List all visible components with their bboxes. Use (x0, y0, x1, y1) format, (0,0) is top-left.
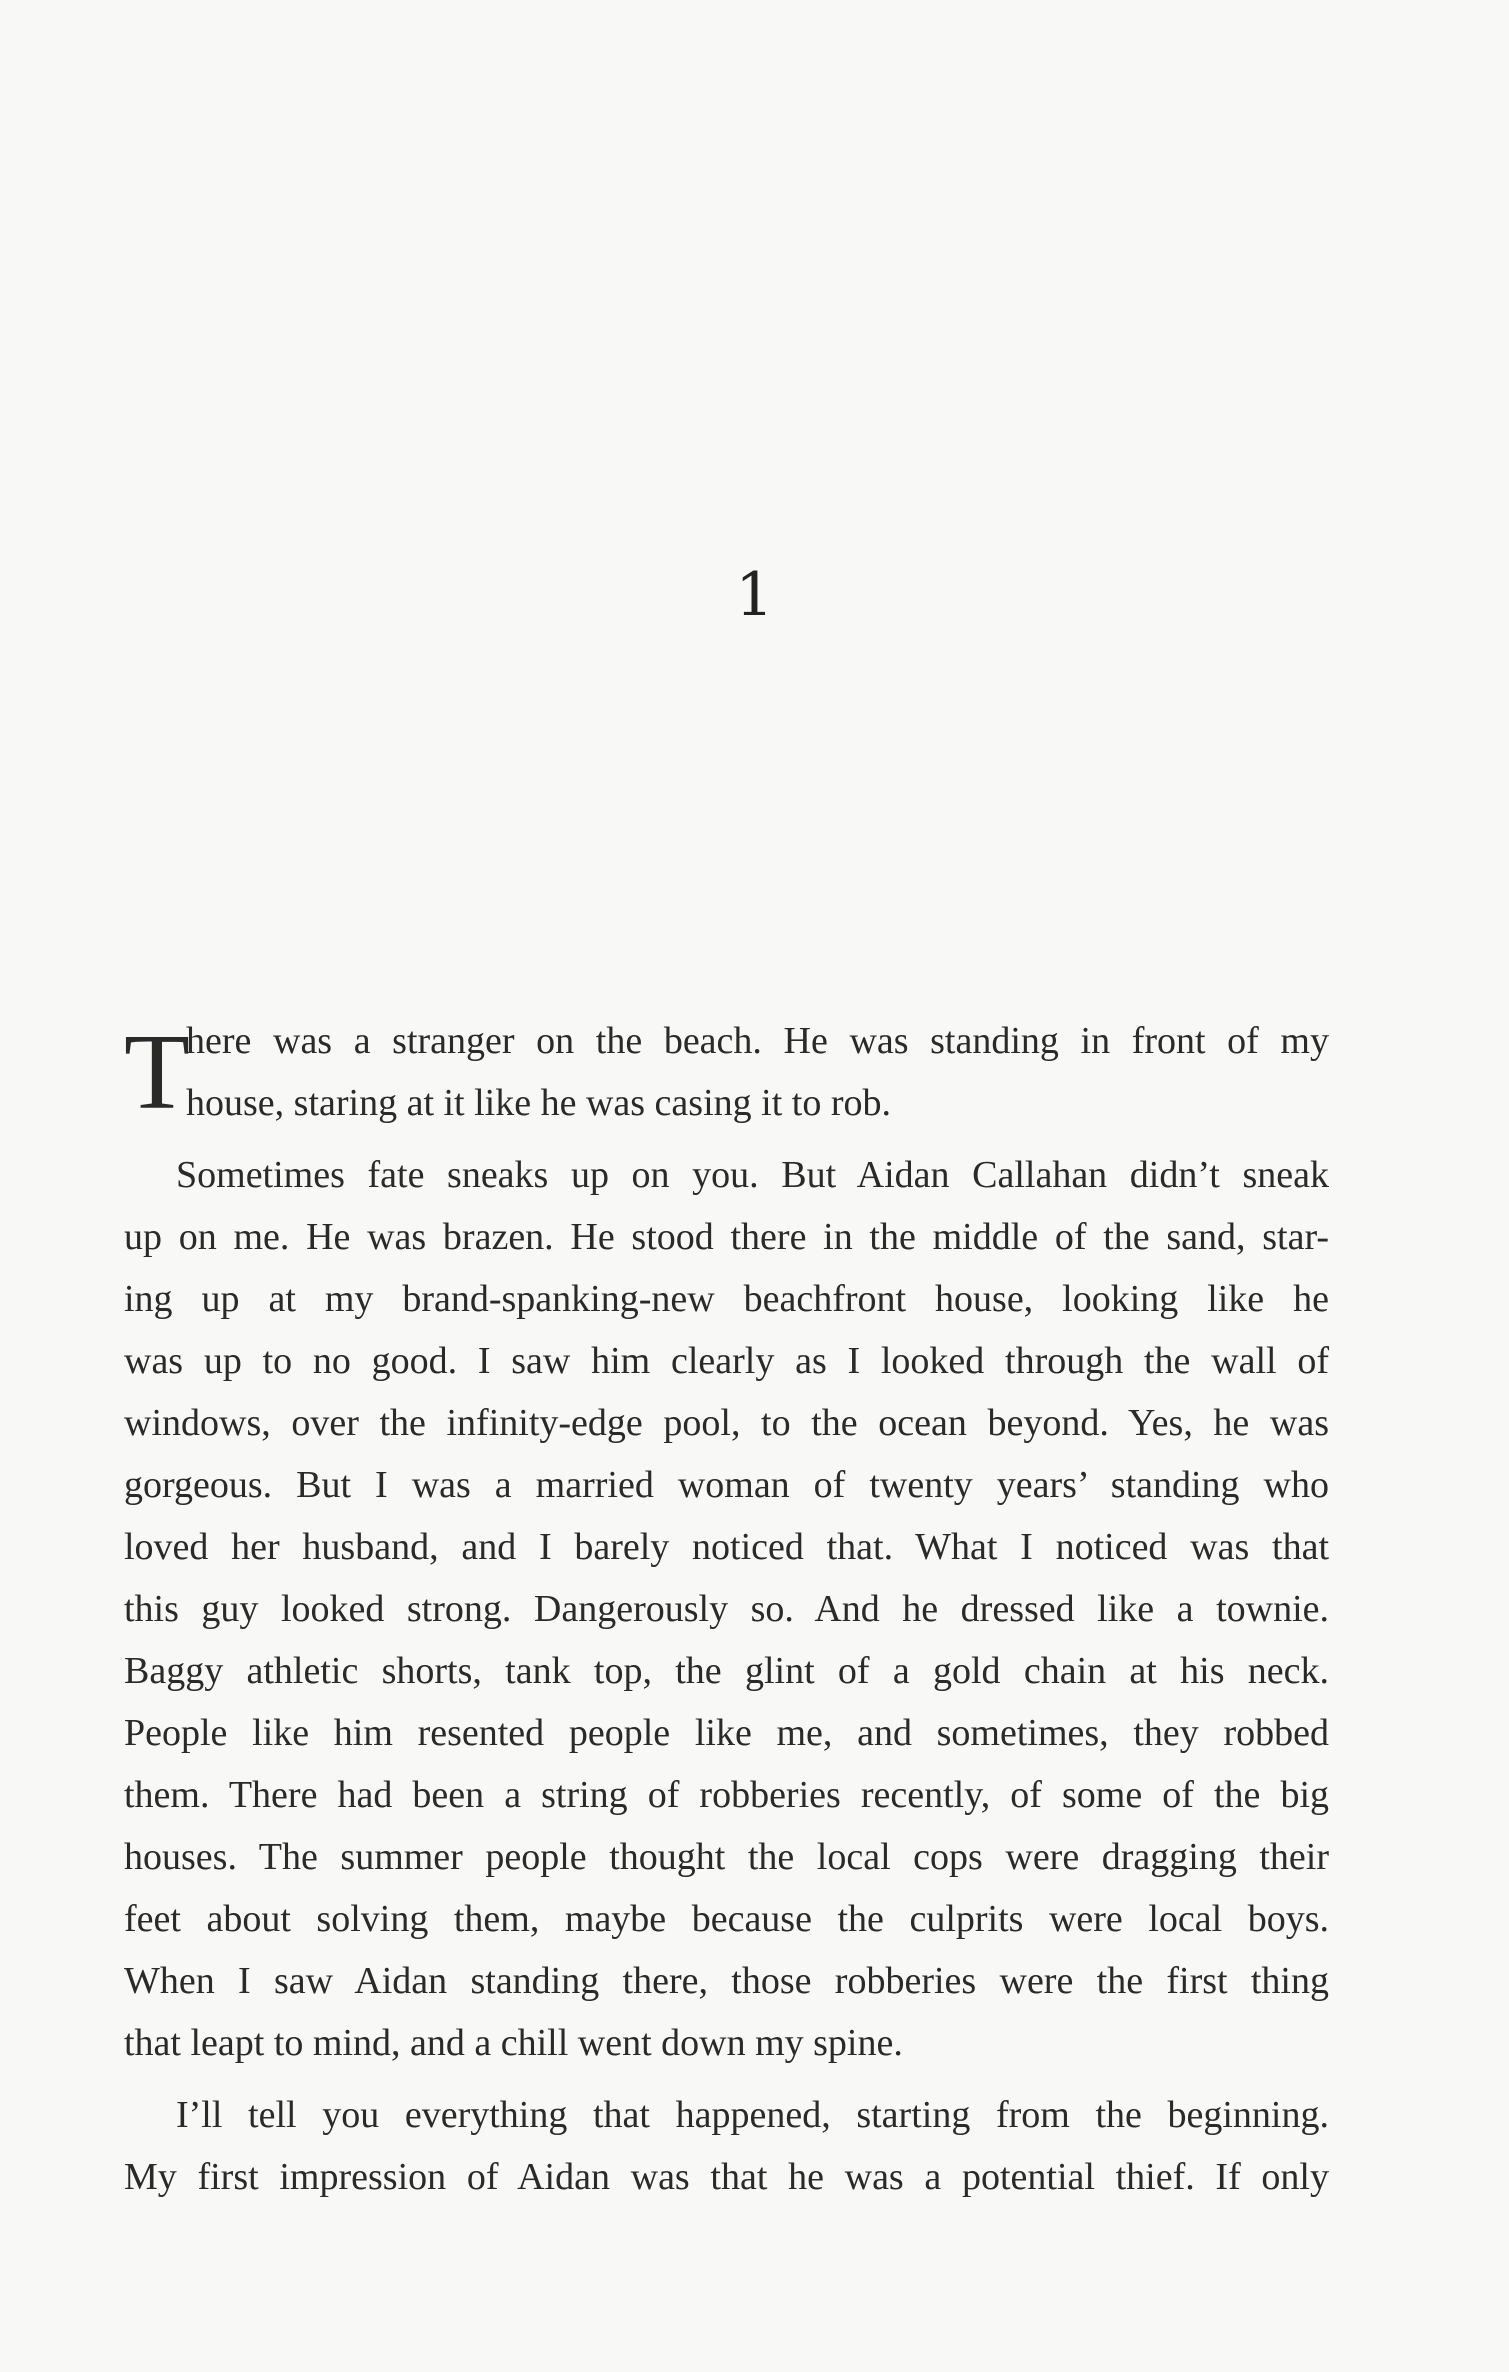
text-line: When I saw Aidan standing there, those robberies were the first thing (124, 1960, 1329, 2002)
text-line: that leapt to mind, and a chill went down my spine. (124, 2022, 903, 2064)
text-line: I’ll tell you everything that happened, starting from the beginning. (176, 2094, 1329, 2136)
text-line: Sometimes fate sneaks up on you. But Aidan Callahan didn’t sneak (176, 1154, 1329, 1196)
text-line: loved her husband, and I barely noticed that. What I noticed was that (124, 1526, 1329, 1568)
text-line: People like him resented people like me, and sometimes, they robbed (124, 1712, 1329, 1754)
text-line: gorgeous. But I was a married woman of twenty years’ standing who (124, 1464, 1329, 1506)
text-line: up on me. He was brazen. He stood there in the middle of the sand, star- (124, 1216, 1329, 1258)
text-line: Baggy athletic shorts, tank top, the glint of a gold chain at his neck. (124, 1650, 1329, 1692)
paragraph-2 (124, 1144, 1329, 2074)
text-line: here was a stranger on the beach. He was standing in front of my (186, 1020, 1329, 1062)
text-line: house, staring at it like he was casing it to rob. (186, 1082, 891, 1124)
chapter-body (124, 1010, 1329, 2208)
paragraph-1 (124, 1010, 1329, 1134)
text-line: was up to no good. I saw him clearly as I looked through the wall of (124, 1340, 1329, 1382)
text-line: ing up at my brand-spanking-new beachfront house, looking like he (124, 1278, 1329, 1320)
drop-cap: T (124, 1013, 190, 1132)
text-line: feet about solving them, maybe because the culprits were local boys. (124, 1898, 1329, 1940)
text-line: them. There had been a string of robberies recently, of some of the big (124, 1774, 1329, 1816)
text-line: My first impression of Aidan was that he was a potential thief. If only (124, 2156, 1329, 2198)
text-line: this guy looked strong. Dangerously so. And he dressed like a townie. (124, 1588, 1329, 1630)
text-line: windows, over the infinity-edge pool, to the ocean beyond. Yes, he was (124, 1402, 1329, 1444)
chapter-number: 1 (735, 560, 774, 630)
paragraph-3 (124, 2084, 1329, 2208)
text-line: houses. The summer people thought the local cops were dragging their (124, 1836, 1329, 1878)
